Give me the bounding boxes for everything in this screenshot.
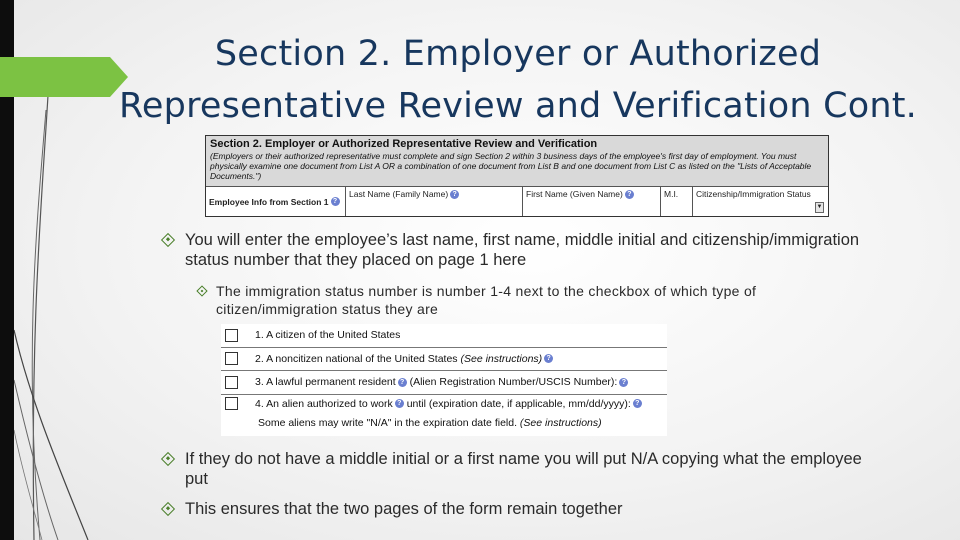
status-option-4-note: until (expiration date, if applicable, mm/dd/yyyy): xyxy=(406,397,631,410)
title-line-2: Representative Review and Verification Cont. xyxy=(118,86,918,126)
checkbox[interactable] xyxy=(225,397,238,410)
slide-title xyxy=(118,28,918,132)
status-option-2 xyxy=(221,348,667,372)
checkbox[interactable] xyxy=(225,329,238,342)
status-option-4-label: 4. An alien authorized to work xyxy=(255,397,393,410)
bullet-4-text: This ensures that the two pages of the form remain together xyxy=(185,500,623,518)
mi-label: M.I. xyxy=(664,189,679,199)
status-option-3 xyxy=(221,371,667,395)
dropdown-arrow-icon[interactable]: ▼ xyxy=(815,202,824,213)
citizenship-status-form-snippet xyxy=(221,324,667,436)
help-icon[interactable]: ? xyxy=(450,190,459,199)
bullet-2 xyxy=(198,282,858,318)
status-option-1 xyxy=(221,324,667,348)
form-section-title: Section 2. Employer or Authorized Representative Review and Verification xyxy=(210,138,598,150)
title-line-1: Section 2. Employer or Authorized xyxy=(214,34,822,74)
citizenship-status-select[interactable] xyxy=(693,187,828,216)
last-name-label: Last Name (Family Name) xyxy=(349,189,449,199)
bullet-3 xyxy=(163,449,863,489)
checkbox[interactable] xyxy=(225,352,238,365)
employee-info-label-cell xyxy=(206,187,346,216)
diamond-bullet-icon xyxy=(161,233,175,247)
diamond-bullet-icon xyxy=(161,452,175,466)
bullet-2-text: The immigration status number is number 1-4 next to the checkbox of which type of citizen/immigration status they are xyxy=(216,283,757,317)
status-option-3-label: 3. A lawful permanent resident xyxy=(255,376,396,389)
diamond-bullet-icon xyxy=(161,502,175,516)
help-icon[interactable]: ? xyxy=(544,354,553,363)
bullet-4 xyxy=(163,499,863,519)
checkbox[interactable] xyxy=(225,376,238,389)
first-name-label: First Name (Given Name) xyxy=(526,189,623,199)
status-option-2-label: 2. A noncitizen national of the United States xyxy=(255,352,458,365)
help-icon[interactable]: ? xyxy=(331,197,340,206)
bullet-1-text: You will enter the employee’s last name, first name, middle initial and citizenship/immigration status number that they placed on page 1 here xyxy=(185,231,860,269)
form-header xyxy=(206,136,828,187)
status-option-1-label: 1. A citizen of the United States xyxy=(255,329,401,342)
last-name-field[interactable] xyxy=(346,187,523,216)
section2-form-snippet xyxy=(205,135,829,217)
status-option-3-note: (Alien Registration Number/USCIS Number): xyxy=(409,376,618,389)
status-option-4-sub: Some aliens may write "N/A" in the expiration date field. xyxy=(258,416,517,429)
help-icon[interactable]: ? xyxy=(625,190,634,199)
status-option-2-note: (See instructions) xyxy=(460,352,543,365)
help-icon[interactable]: ? xyxy=(398,378,407,387)
first-name-field[interactable] xyxy=(523,187,661,216)
status-option-4-sub-note: (See instructions) xyxy=(519,416,602,429)
employee-info-row xyxy=(206,187,828,216)
employee-info-label: Employee Info from Section 1 xyxy=(209,196,329,207)
status-option-4-subnote xyxy=(221,413,667,433)
citizenship-label: Citizenship/Immigration Status xyxy=(696,189,811,199)
status-option-4 xyxy=(221,395,667,413)
middle-initial-field[interactable] xyxy=(661,187,693,216)
bullet-1 xyxy=(163,230,863,270)
help-icon[interactable]: ? xyxy=(395,399,404,408)
help-icon[interactable]: ? xyxy=(633,399,642,408)
green-accent-tab xyxy=(0,57,128,97)
bullet-3-text: If they do not have a middle initial or a first name you will put N/A copying what the employee put xyxy=(185,450,862,488)
help-icon[interactable]: ? xyxy=(619,378,628,387)
form-section-note: (Employers or their authorized representative must complete and sign Section 2 within 3 business days of the employee's first day of employment. You must physically examine one document from List A OR a combination of one document from List B and one document from List C as listed on the "Lists of Acceptable Documents.") xyxy=(210,151,812,181)
diamond-bullet-icon xyxy=(196,285,207,296)
